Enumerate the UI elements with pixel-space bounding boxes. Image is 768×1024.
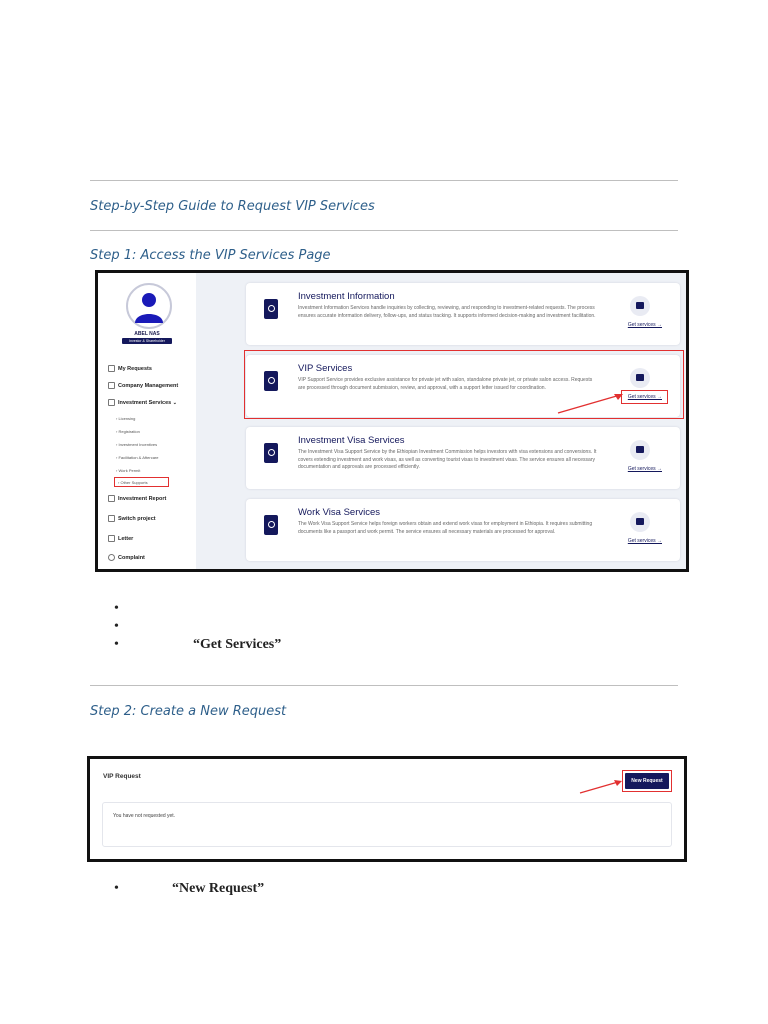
service-description: The Work Visa Support Service helps foreign workers obtain and extend work visas for employment in Ethiopia. It requires submitting documents like a passport and work permit. The service ensures all necessary materials are processed for approval. bbox=[298, 521, 593, 535]
avatar[interactable] bbox=[126, 283, 172, 329]
sidebar-subitem-facilitation[interactable]: › Facilitation & Aftercare bbox=[116, 455, 159, 460]
get-services-link[interactable]: Get services → bbox=[627, 538, 662, 544]
sidebar-subitem-work-permit[interactable]: › Work Permit bbox=[116, 468, 141, 473]
document-icon bbox=[264, 443, 278, 463]
document-icon bbox=[264, 299, 278, 319]
report-icon bbox=[108, 495, 115, 502]
service-description: The Investment Visa Support Service by the Ethiopian Investment Commission helps investors with visa extensions and conversions. It covers extending investment and work visas, as well as converting tourist visas to investment visas. The service ensures all necessary documentation and approvals are processed efficiently. bbox=[298, 449, 597, 470]
alert-icon bbox=[108, 554, 115, 561]
service-title: Investment Information bbox=[298, 291, 395, 302]
list-icon bbox=[108, 365, 115, 372]
service-title: Investment Visa Services bbox=[298, 435, 405, 446]
instruction-new-request: “New Request” bbox=[172, 881, 265, 896]
bullet-dot: • bbox=[114, 881, 119, 896]
sidebar-subitem-investment-incentives[interactable]: › Investment Incentives bbox=[116, 442, 158, 447]
divider bbox=[90, 180, 678, 181]
sidebar-subitem-licensing[interactable]: › Licensing bbox=[116, 416, 136, 421]
sidebar-item-switch-project[interactable]: Switch project bbox=[108, 515, 156, 522]
arrow-annotation-icon bbox=[578, 779, 624, 795]
user-name: ABEL NAS bbox=[134, 331, 160, 337]
divider bbox=[90, 230, 678, 231]
service-description: VIP Support Service provides exclusive assistance for private jet with salon, standalone private jet, or private salon access. Requests are processed through document submission, review, and approval, with a support letter issued for coordination. bbox=[298, 377, 593, 391]
service-card-investment-visa bbox=[246, 427, 680, 489]
user-role-badge: Investor & Shareholder bbox=[122, 338, 172, 344]
requests-panel bbox=[102, 802, 672, 847]
highlight-box bbox=[621, 390, 668, 404]
sidebar-item-investment-report[interactable]: Investment Report bbox=[108, 495, 166, 502]
user-avatar-icon bbox=[133, 289, 165, 323]
service-card-investment-information bbox=[246, 283, 680, 345]
bullet-dot: • bbox=[114, 601, 119, 616]
service-description: Investment Information Services handle inquiries by collecting, reviewing, and responding to investment-related requests. The process ensures accurate information delivery, follow-ups, and status tracking. It supports informed decision-making and investment facilitation. bbox=[298, 305, 596, 319]
service-icon bbox=[630, 512, 650, 532]
bullet-dot: • bbox=[114, 637, 119, 652]
instruction-get-services: “Get Services” bbox=[193, 637, 282, 652]
get-services-link[interactable]: Get services → bbox=[627, 322, 662, 328]
sidebar-item-my-requests[interactable]: My Requests bbox=[108, 365, 152, 372]
service-icon bbox=[630, 440, 650, 460]
step2-heading: Step 2: Create a New Request bbox=[90, 704, 287, 719]
sidebar-item-letter[interactable]: Letter bbox=[108, 535, 133, 542]
divider bbox=[90, 685, 678, 686]
vip-request-title: VIP Request bbox=[103, 773, 141, 780]
step1-heading: Step 1: Access the VIP Services Page bbox=[90, 248, 331, 263]
service-card-work-visa bbox=[246, 499, 680, 561]
highlight-box bbox=[622, 770, 672, 792]
chevron-down-icon: ⌄ bbox=[172, 399, 177, 406]
mail-icon bbox=[108, 535, 115, 542]
get-services-link[interactable]: Get services → bbox=[627, 466, 662, 472]
sidebar-item-investment-services[interactable]: Investment Services ⌄ bbox=[108, 399, 177, 406]
sidebar bbox=[98, 273, 196, 569]
sidebar-item-company-management[interactable]: Company Management bbox=[108, 382, 178, 389]
sidebar-subitem-registration[interactable]: › Registration bbox=[116, 429, 140, 434]
arrow-down-icon bbox=[108, 399, 115, 406]
building-icon bbox=[108, 382, 115, 389]
get-services-link[interactable]: Get services → bbox=[627, 394, 662, 400]
sidebar-subitem-other-supports[interactable]: › Other Supports bbox=[118, 480, 148, 485]
bullet-dot: • bbox=[114, 619, 119, 634]
service-title: Work Visa Services bbox=[298, 507, 381, 518]
sidebar-item-complaint[interactable]: Complaint bbox=[108, 554, 145, 561]
highlight-box bbox=[114, 477, 169, 487]
service-icon bbox=[630, 296, 650, 316]
screenshot-vip-request bbox=[87, 756, 687, 862]
screenshot-vip-services-page bbox=[95, 270, 689, 572]
services-list bbox=[196, 273, 686, 569]
document-icon bbox=[264, 515, 278, 535]
guide-title: Step-by-Step Guide to Request VIP Services bbox=[90, 199, 375, 214]
new-request-button[interactable]: New Request bbox=[625, 773, 669, 789]
empty-state-message: You have not requested yet. bbox=[113, 813, 176, 819]
service-title: VIP Services bbox=[298, 363, 353, 374]
arrow-annotation-icon bbox=[556, 391, 626, 415]
toggle-icon bbox=[108, 515, 115, 522]
